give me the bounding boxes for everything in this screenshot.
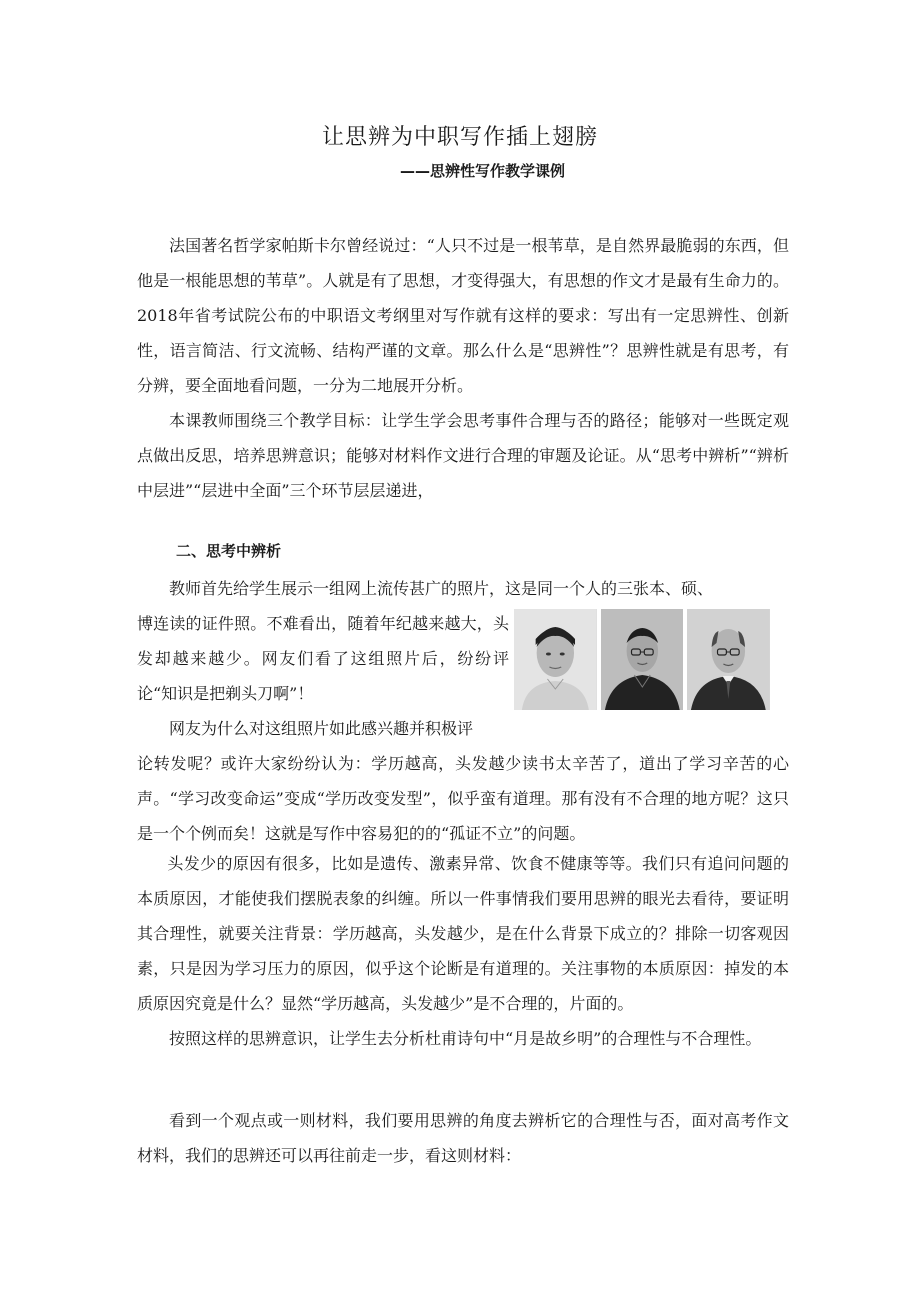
id-photo-strip — [514, 609, 770, 710]
photo-masters — [601, 609, 684, 710]
paragraph-why-start: 网友为什么对这组照片如此感兴趣并积极评 — [169, 719, 474, 738]
photo-doctorate — [687, 609, 770, 710]
photo-undergraduate — [514, 609, 597, 710]
document-subtitle: ——思辨性写作教学课例 — [400, 162, 566, 180]
document-title: 让思辨为中职写作插上翅膀 — [321, 125, 598, 150]
paragraph-reasons: 头发少的原因有很多，比如是遗传、激素异常、饮食不健康等等。我们只有追问问题的本质原因，才能使我们摆脱表象的纠缠。所以一件事情我们要用思辨的眼光去看待，要证明其合理性，就要关注背景：学历越高，头发越少，是在什么背景下成立的？排除一切客观因素，只是因为学习压力的原因，似乎这个论断是有道理的。关注事物的本质原因：掉发的本质原因究竟是什么？显然“学历越高，头发越少”是不合理的，片面的。 — [137, 854, 789, 1013]
paragraph-objectives: 本课教师围绕三个教学目标：让学生学会思考事件合理与否的路径；能够对一些既定观点做出反思，培养思辨意识；能够对材料作文进行合理的审题及论证。从“思考中辨析”“辨析中层进”“层进中全面”三个环节层层递进， — [137, 411, 789, 500]
paragraph-intro: 法国著名哲学家帕斯卡尔曾经说过：“人只不过是一根苇草，是自然界最脆弱的东西，但他是一根能思想的苇草”。人就是有了思想，才变得强大，有思想的作文才是最有生命力的。2018年省考试院公布的中职语文考纲里对写作就有这样的要求：写出有一定思辨性、创新性，语言简洁、行文流畅、结构严谨的文章。那么什么是“思辨性”？思辨性就是有思考，有分辨，要全面地看问题，一分为二地展开分析。 — [137, 236, 789, 395]
paragraph-poem-analysis: 按照这样的思辨意识，让学生去分析杜甫诗句中“月是故乡明”的合理性与不合理性。 — [169, 1029, 762, 1048]
section-heading: 二、思考中辨析 — [176, 542, 282, 560]
paragraph-photo-intro: 博连读的证件照。不难看出，随着年纪越来越大，头发却越来越少。网友们看了这组照片后，纷纷评论“知识是把剃头刀啊”！ — [137, 614, 509, 703]
paragraph-photo-intro-line1: 教师首先给学生展示一组网上流传甚广的照片，这是同一个人的三张本、硕、 — [169, 579, 714, 598]
paragraph-why-rest: 论转发呢？或许大家纷纷认为：学历越高，头发越少读书太辛苦了，道出了学习辛苦的心声。“学习改变命运”变成“学历改变发型”，似乎蛮有道理。那有没有不合理的地方呢？这只是一个个例而矣！这就是写作中容易犯的的“孤证不立”的问题。 — [137, 754, 789, 843]
paragraph-material: 看到一个观点或一则材料，我们要用思辨的角度去辨析它的合理性与否，面对高考作文材料，我们的思辨还可以再往前走一步，看这则材料： — [137, 1111, 789, 1165]
